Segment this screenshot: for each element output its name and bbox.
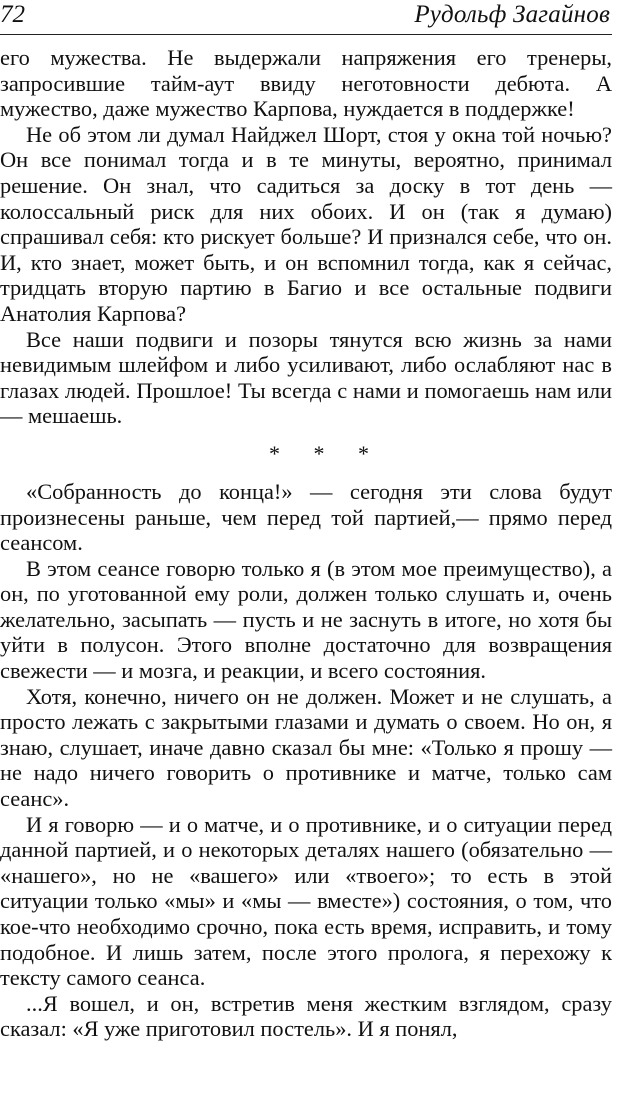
paragraph: Хотя, конечно, ничего он не должен. Может и не слушать, а просто лежать с закрытыми глазами и думать о своем. Но он, я знаю, слушает, иначе давно сказал бы мне: «Только я прошу — не надо ничего говорить о противнике и матче, только сам сеанс».: [0, 683, 612, 812]
paragraph: Не об этом ли думал Найджел Шорт, стоя у окна той ночью? Он все понимал тогда и в те минуты, вероятно, принимал решение. Он знал, что садиться за доску в тот день — колоссальный риск для них обоих. И он (так я думаю) спрашивал себя: кто рискует больше? И признался себе, что он. И, кто знает, может быть, и он вспомнил тогда, как я сейчас, тридцать вторую партию в Багио и все остальные подвиги Анатолия Карпова?: [0, 121, 612, 326]
paragraph: И я говорю — и о матче, и о противнике, и о ситуации перед данной партией, и о некоторых деталях нашего (обязательно — «нашего», но не «вашего» или «твоего»; то есть в этой ситуации только «мы» и «мы — вместе») состояния, о том, что кое-что необходимо срочно, пока есть время, исправить, и тому подобное. И лишь затем, после этого пролога, я перехожу к тексту самого сеанса.: [0, 811, 612, 991]
paragraph: его мужества. Не выдержали напряжения его тренеры, запросившие тайм-аут ввиду неготовности дебюта. А мужество, даже мужество Карпова, нуждается в поддержке!: [0, 45, 612, 122]
section-separator: * * *: [269, 440, 383, 466]
paragraph: ...Я вошел, и он, встретив меня жестким взглядом, сразу сказал: «Я уже приготовил постель». И я понял,: [0, 990, 612, 1042]
page-number: 72: [0, 1, 25, 28]
paragraph: В этом сеансе говорю только я (в этом мое преимущество), а он, по уготованной ему роли, должен только слушать и, очень желательно, засыпать — пусть и не заснуть в итоге, но хотя бы уйти в полусон. Этого вполне достаточно для возвращения свежести — и мозга, и реакции, и всего состояния.: [0, 555, 612, 684]
paragraph: «Собранность до конца!» — сегодня эти слова будут произнесены раньше, чем перед той партией,— прямо перед сеансом.: [0, 478, 612, 556]
paragraph: Все наши подвиги и позоры тянутся всю жизнь за нами невидимым шлейфом и либо усиливают, либо ослабляют нас в глазах людей. Прошлое! Ты всегда с нами и помогаешь нам или — мешаешь.: [0, 326, 612, 429]
body-text: [0, 45, 612, 1042]
page-header: [0, 0, 612, 35]
running-head-author: Рудольф Загайнов: [414, 1, 610, 28]
